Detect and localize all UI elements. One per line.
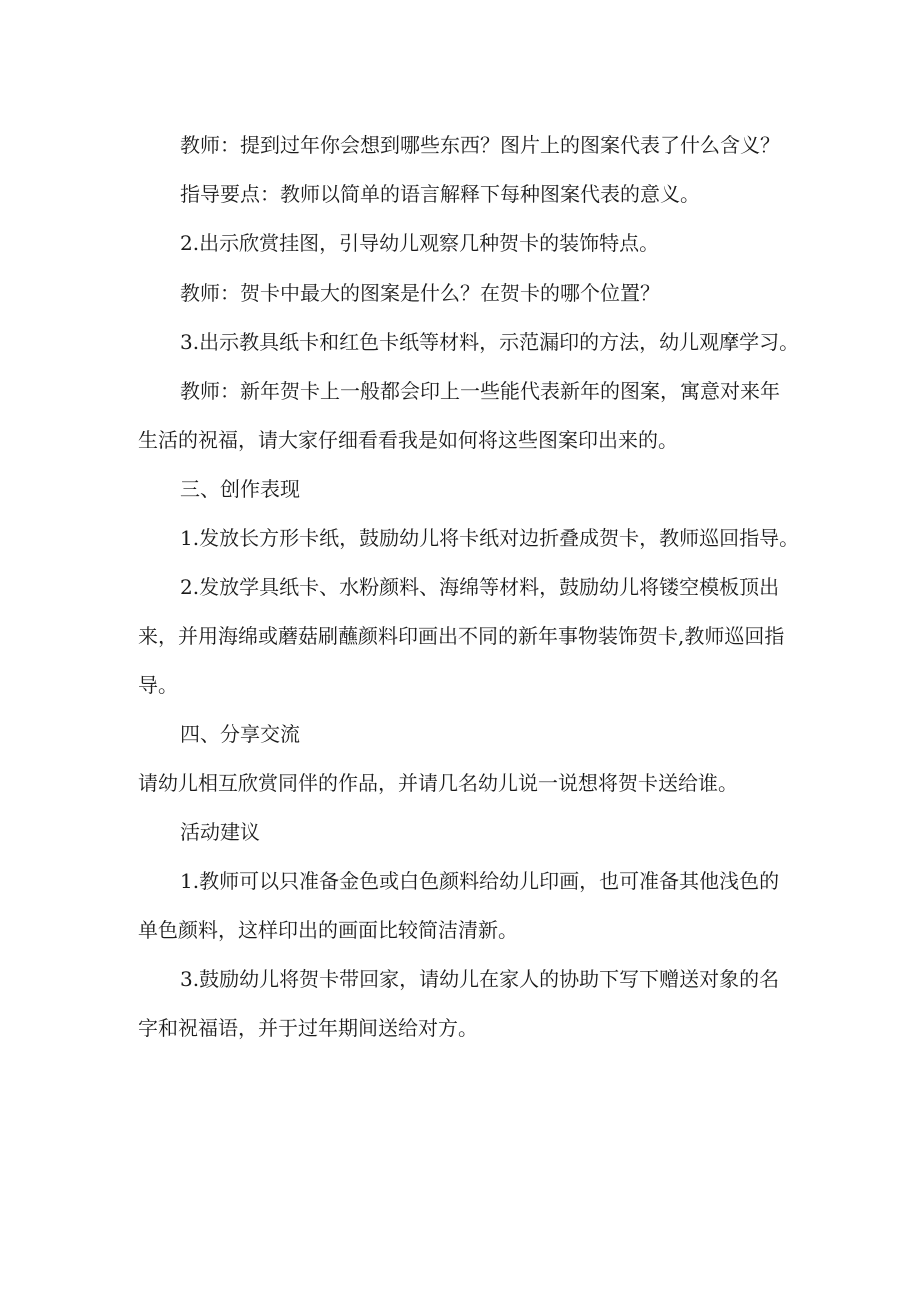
text-line: 单色颜料，这样印出的画面比较简洁清新。 bbox=[138, 918, 518, 942]
text-line: 教师：贺卡中最大的图案是什么？在贺卡的哪个位置？ bbox=[180, 281, 660, 305]
text-line: 2.出示欣赏挂图，引导幼儿观察几种贺卡的装饰特点。 bbox=[180, 231, 660, 255]
text-line: 字和祝福语，并于过年期间送给对方。 bbox=[138, 1016, 478, 1040]
text-line: 生活的祝福，请大家仔细看看我是如何将这些图案印出来的。 bbox=[138, 428, 678, 452]
text-line: 1.教师可以只准备金色或白色颜料给幼儿印画，也可准备其他浅色的 bbox=[180, 869, 780, 893]
text-line: 来，并用海绵或蘑菇刷蘸颜料印画出不同的新年事物装饰贺卡,教师巡回指 bbox=[138, 624, 785, 648]
text-line: 3.鼓励幼儿将贺卡带回家，请幼儿在家人的协助下写下赠送对象的名 bbox=[180, 967, 780, 991]
section-heading: 活动建议 bbox=[180, 820, 260, 844]
text-line: 导。 bbox=[138, 673, 178, 697]
text-line: 3.出示教具纸卡和红色卡纸等材料，示范漏印的方法，幼儿观摩学习。 bbox=[180, 330, 800, 354]
text-line: 指导要点：教师以简单的语言解释下每种图案代表的意义。 bbox=[180, 182, 700, 206]
section-heading: 三、创作表现 bbox=[180, 477, 300, 501]
text-line: 请幼儿相互欣赏同伴的作品，并请几名幼儿说一说想将贺卡送给谁。 bbox=[138, 771, 738, 795]
section-heading: 四、分享交流 bbox=[180, 722, 300, 746]
text-line: 教师：提到过年你会想到哪些东西？图片上的图案代表了什么含义？ bbox=[180, 133, 780, 157]
text-line: 2.发放学具纸卡、水粉颜料、海绵等材料，鼓励幼儿将镂空模板顶出 bbox=[180, 575, 780, 599]
text-line: 1.发放长方形卡纸，鼓励幼儿将卡纸对边折叠成贺卡，教师巡回指导。 bbox=[180, 526, 800, 550]
text-line: 教师：新年贺卡上一般都会印上一些能代表新年的图案，寓意对来年 bbox=[180, 379, 780, 403]
